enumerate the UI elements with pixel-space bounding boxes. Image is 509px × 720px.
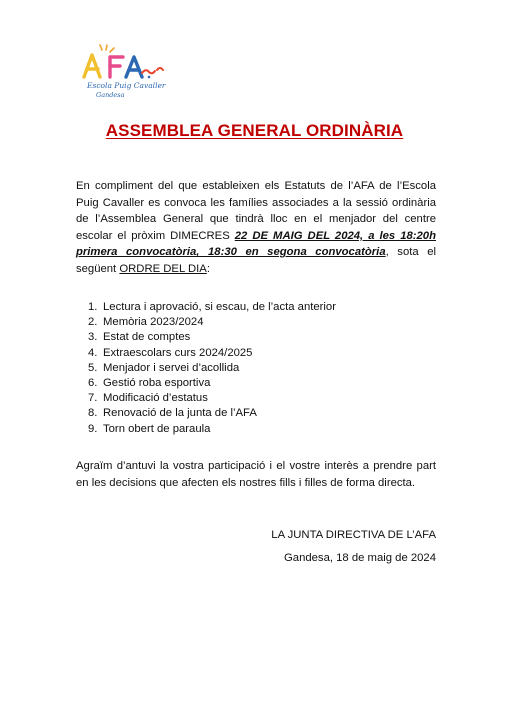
- intro-text-end: :: [206, 262, 210, 275]
- signature: LA JUNTA DIRECTIVA DE L’AFA: [271, 529, 436, 541]
- agenda-item: [88, 361, 336, 376]
- afa-logo: [76, 44, 168, 102]
- agenda-item-number: 5.: [88, 361, 98, 374]
- agenda-item-number: 8.: [88, 407, 98, 420]
- logo-sparkle-icon: [100, 45, 114, 52]
- agenda-item: [88, 406, 336, 421]
- agenda-item-text: Gestió roba esportiva: [103, 377, 211, 390]
- intro-paragraph: [76, 178, 436, 278]
- agenda-item-number: 2.: [88, 316, 98, 329]
- document-date: Gandesa, 18 de maig de 2024: [284, 552, 436, 564]
- agenda-list: [88, 300, 336, 437]
- logo-town-name: Gandesa: [96, 91, 125, 99]
- agenda-item-number: 7.: [88, 392, 98, 405]
- agenda-item: [88, 330, 336, 345]
- agenda-item-number: 9.: [88, 422, 98, 435]
- agenda-item-text: Lectura i aprovació, si escau, de l’acta anterior: [103, 301, 336, 313]
- agenda-item-number: 3.: [88, 331, 98, 344]
- logo-school-name: Escola Puig Cavaller: [87, 81, 166, 90]
- intro-text-start: En compliment del que estableixen els Estatuts de l’AFA de l’Escola Puig Cavaller es convoca les famílies associades a la sessió ordinària de l’Assemblea General que tindrà lloc en el menjador del centre escolar el pròxim DIMECRES: [76, 180, 436, 242]
- closing-paragraph: Agraïm d’antuvi la vostra participació i el vostre interès a prendre part en les decisions que afecten els nostres fills i filles de forma directa.: [76, 460, 436, 489]
- meeting-date-highlight: 22 DE MAIG DEL 2024, a les 18:20h primera convocatòria, 18:30 en segona convocatòria: [76, 229, 436, 259]
- afa-logo-letters: [76, 44, 168, 84]
- agenda-item-text: Memòria 2023/2024: [103, 316, 204, 329]
- agenda-item-number: 6.: [88, 377, 98, 390]
- agenda-item-text: Extraescolars curs 2024/2025: [103, 346, 253, 359]
- agenda-item-text: Renovació de la junta de l’AFA: [103, 407, 257, 420]
- agenda-item-number: 4.: [88, 346, 98, 359]
- agenda-item: [88, 300, 336, 315]
- agenda-item-number: 1.: [88, 301, 98, 313]
- agenda-item-text: Menjador i servei d’acollida: [103, 361, 240, 374]
- agenda-item: [88, 391, 336, 406]
- agenda-item-text: Torn obert de paraula: [103, 422, 211, 435]
- intro-text-middle: , sota el següent: [76, 246, 437, 275]
- agenda-item: [88, 346, 336, 361]
- agenda-item: [88, 315, 336, 330]
- agenda-heading: ORDRE DEL DIA: [119, 262, 207, 275]
- agenda-item-text: Estat de comptes: [103, 331, 191, 344]
- agenda-item: [88, 422, 336, 437]
- agenda-item-text: Modificació d’estatus: [103, 392, 208, 405]
- document-title: ASSEMBLEA GENERAL ORDINÀRIA: [105, 121, 404, 140]
- agenda-item: [88, 376, 336, 391]
